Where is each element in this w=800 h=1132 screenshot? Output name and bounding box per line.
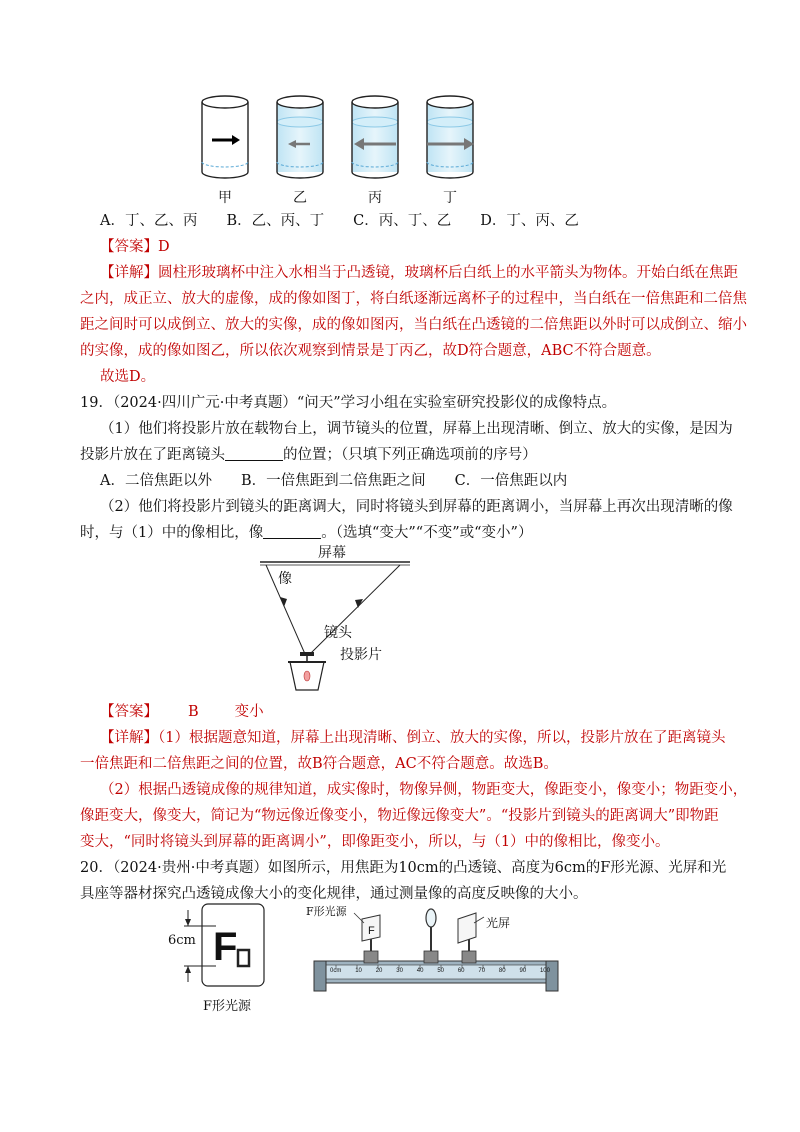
q19-header: 19．（2024·四川广元·中考真题）“问天”学习小组在实验室研究投影仪的成像特点。 bbox=[80, 395, 617, 411]
answer-blank[interactable] bbox=[225, 446, 283, 461]
q19-detail-line: 【详解】（1）根据题意知道，屏幕上出现清晰、倒立、放大的实像，所以，投影片放在了距离镜头 bbox=[100, 730, 726, 746]
f-letter: F bbox=[213, 925, 238, 969]
cup-jia bbox=[202, 96, 248, 178]
bench-source-label: F形光源 bbox=[306, 905, 347, 918]
q19-answer-label: 【答案】 bbox=[100, 704, 158, 720]
projector-slide-label: 投影片 bbox=[340, 647, 382, 663]
q19-detail-line: 一倍焦距和二倍焦距之间的位置，故B符合题意，AC不符合题意。故选B。 bbox=[80, 756, 558, 772]
projector-screen-label: 屏幕 bbox=[318, 545, 346, 561]
cup-label-ding: 丁 bbox=[443, 190, 457, 206]
scale-label: 70 bbox=[478, 968, 486, 974]
q19-part1-line bbox=[80, 445, 700, 465]
q19-options: A．二倍焦距以外 B．一倍焦距到二倍焦距之间 C．一倍焦距以内 bbox=[100, 473, 568, 489]
bench-screen-label: 光屏 bbox=[486, 916, 511, 930]
scale-label: 60 bbox=[457, 968, 465, 974]
scale-label: 40 bbox=[416, 968, 424, 974]
q18-conclusion: 故选D。 bbox=[100, 369, 156, 385]
q19-part1-pre: 投影片放在了距离镜头 bbox=[80, 447, 225, 463]
q18-options: A．丁、乙、丙 B．乙、丙、丁 C．丙、丁、乙 D．丁、丙、乙 bbox=[100, 213, 579, 229]
scale-label: 30 bbox=[396, 968, 403, 974]
q19-detail-line: （2）根据凸透镜成像的规律知道，成实像时，物像异侧，物距变大，像距变小，像变小；物距变小， bbox=[100, 782, 748, 798]
scale-label: 20 bbox=[375, 968, 383, 974]
cup-bing bbox=[352, 96, 398, 178]
q18-answer: 【答案】D bbox=[100, 239, 170, 255]
cup-label-bing: 丙 bbox=[368, 190, 382, 206]
q19-answer bbox=[100, 702, 720, 722]
bench-f-letter: F bbox=[368, 925, 375, 937]
scale-label: 10 bbox=[355, 968, 362, 974]
f-height-label: 6cm bbox=[168, 933, 196, 948]
f-source-caption: F形光源 bbox=[203, 999, 252, 1014]
cup-label-yi: 乙 bbox=[293, 190, 307, 206]
projector-lens-label: 镜头 bbox=[324, 625, 352, 641]
q19-part2-post: 。（选填“变大”“不变”或“变小”） bbox=[321, 525, 533, 541]
scale-label: 80 bbox=[498, 968, 506, 974]
projector-image-label: 像 bbox=[278, 571, 292, 587]
q19-part2-line: （2）他们将投影片到镜头的距离调大，同时将镜头到屏幕的距离调小，当屏幕上再次出现清晰的像 bbox=[100, 499, 733, 515]
cup-label-jia: 甲 bbox=[218, 190, 232, 206]
cup-yi bbox=[277, 96, 323, 178]
q19-detail-line: 变大，“同时将镜头到屏幕的距离调小”，即像距变小，所以，与（1）中的像相比，像变小。 bbox=[80, 834, 670, 850]
scale-label: 0cm bbox=[330, 968, 342, 974]
q19-part1-line: （1）他们将投影片放在载物台上，调节镜头的位置，屏幕上出现清晰、倒立、放大的实像，是因为 bbox=[100, 421, 733, 437]
q20-line: 20．（2024·贵州·中考真题）如图所示，用焦距为10cm的凸透镜、高度为6cm的F形光源、光屏和光 bbox=[80, 860, 727, 876]
bench-scale bbox=[330, 968, 550, 974]
cup-ding bbox=[427, 96, 474, 178]
scale-label: 90 bbox=[519, 968, 527, 974]
q18-detail-line: 的实像，成的像如图乙，所以依次观察到情景是丁丙乙，故D符合题意，ABC不符合题意。 bbox=[80, 343, 661, 359]
scale-label: 100 bbox=[539, 968, 550, 974]
q18-detail-line: 【详解】圆柱形玻璃杯中注入水相当于凸透镜，玻璃杯后白纸上的水平箭头为物体。开始白纸在焦距 bbox=[100, 265, 738, 281]
optical-bench-figure bbox=[306, 905, 566, 1000]
q18-detail-line: 之内，成正立、放大的虚像，成的像如图丁，将白纸逐渐远离杯子的过程中，当白纸在一倍焦距和二倍焦 bbox=[80, 291, 747, 307]
projector-figure bbox=[250, 540, 420, 700]
q19-part1-post: 的位置；（只填下列正确选项前的序号） bbox=[283, 447, 537, 463]
answer-blank[interactable] bbox=[263, 524, 321, 539]
q19-part2-pre: 时，与（1）中的像相比，像 bbox=[80, 525, 264, 541]
q19-answer-1: B bbox=[188, 704, 199, 720]
q20-line: 具座等器材探究凸透镜成像大小的变化规律，通过测量像的高度反映像的大小。 bbox=[80, 886, 588, 902]
scale-label: 50 bbox=[437, 968, 444, 974]
q18-detail-line: 距之间时可以成倒立、放大的实像，成的像如图丙，当白纸在凸透镜的二倍焦距以外时可以成倒立、缩小 bbox=[80, 317, 747, 333]
cylinders-figure bbox=[190, 92, 490, 184]
q19-detail-line: 像距变大，像变大，简记为“物远像近像变小，物近像远像变大”。“投影片到镜头的距离调大”即物距 bbox=[80, 808, 719, 824]
q19-answer-2: 变小 bbox=[234, 704, 264, 720]
